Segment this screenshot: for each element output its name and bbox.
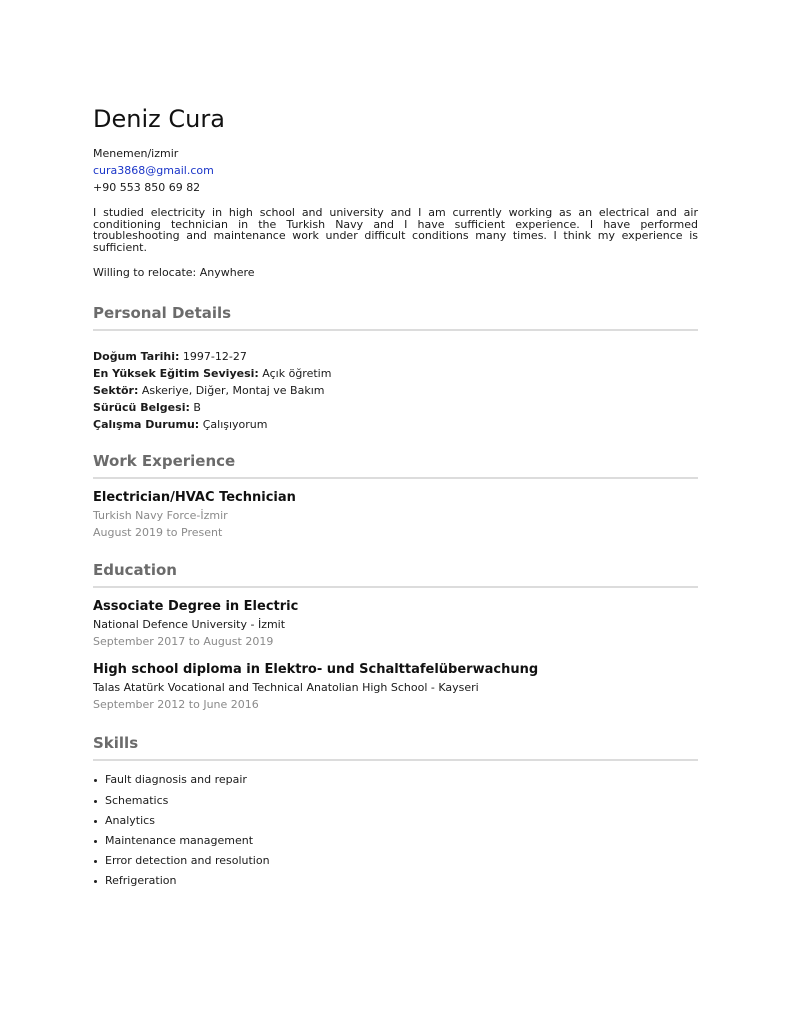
skills-section <box>93 733 698 891</box>
detail-label: Çalışma Durumu: <box>93 418 200 432</box>
skill-item: Analytics <box>93 811 698 831</box>
education-section <box>93 560 698 713</box>
personal-details-list <box>93 348 698 433</box>
education-dates: September 2012 to June 2016 <box>93 698 259 712</box>
detail-value: Çalışıyorum <box>202 418 268 432</box>
detail-label: Sürücü Belgesi: <box>93 401 190 415</box>
detail-label: Doğum Tarihi: <box>93 350 180 364</box>
job-title: Electrician/HVAC Technician <box>93 490 296 506</box>
education-dates: September 2017 to August 2019 <box>93 635 274 649</box>
job-employer: Turkish Navy Force-İzmir <box>93 509 228 523</box>
degree-title: Associate Degree in Electric <box>93 599 299 615</box>
detail-row <box>93 399 698 416</box>
work-entry <box>93 489 698 541</box>
personal-details-section <box>93 303 698 433</box>
skill-item: Fault diagnosis and repair <box>93 770 698 790</box>
section-title-education: Education <box>93 560 698 588</box>
school-name: Talas Atatürk Vocational and Technical Anatolian High School - Kayseri <box>93 681 479 695</box>
contact-location: Menemen/izmir <box>93 147 179 160</box>
summary-text: I studied electricity in high school and university and I am currently working as an electrical and air conditioning technician in the Turkish Navy and I have sufficient experience. I have performed troubleshooting and maintenance work under difficult conditions many times. I think my experience is sufficient. <box>93 206 698 254</box>
skill-item: Maintenance management <box>93 831 698 851</box>
resume-page <box>93 104 698 892</box>
job-dates: August 2019 to Present <box>93 526 223 540</box>
work-experience-section <box>93 451 698 541</box>
detail-row <box>93 365 698 382</box>
detail-value: Askeriye, Diğer, Montaj ve Bakım <box>141 384 325 398</box>
detail-row <box>93 382 698 399</box>
section-title-work: Work Experience <box>93 451 698 479</box>
skill-item: Refrigeration <box>93 871 698 891</box>
education-entry <box>93 598 698 650</box>
detail-value: 1997-12-27 <box>182 350 247 364</box>
contact-email[interactable] <box>93 162 698 179</box>
skills-list <box>93 770 698 891</box>
section-title-personal: Personal Details <box>93 303 698 331</box>
school-name: National Defence University - İzmit <box>93 618 286 632</box>
detail-row <box>93 348 698 365</box>
candidate-name: Deniz Cura <box>93 105 225 133</box>
detail-value: Açık öğretim <box>262 367 332 381</box>
email-link[interactable]: cura3868@gmail.com <box>93 164 214 177</box>
education-entry <box>93 661 698 713</box>
detail-row <box>93 416 698 433</box>
detail-value: B <box>193 401 201 415</box>
detail-label: Sektör: <box>93 384 139 398</box>
relocate-text: Willing to relocate: Anywhere <box>93 266 255 280</box>
skill-item: Error detection and resolution <box>93 851 698 871</box>
skill-item: Schematics <box>93 791 698 811</box>
detail-label: En Yüksek Eğitim Seviyesi: <box>93 367 259 381</box>
section-title-skills: Skills <box>93 733 698 761</box>
contact-phone: +90 553 850 69 82 <box>93 181 201 194</box>
degree-title: High school diploma in Elektro- und Schalttafelüberwachung <box>93 662 539 678</box>
